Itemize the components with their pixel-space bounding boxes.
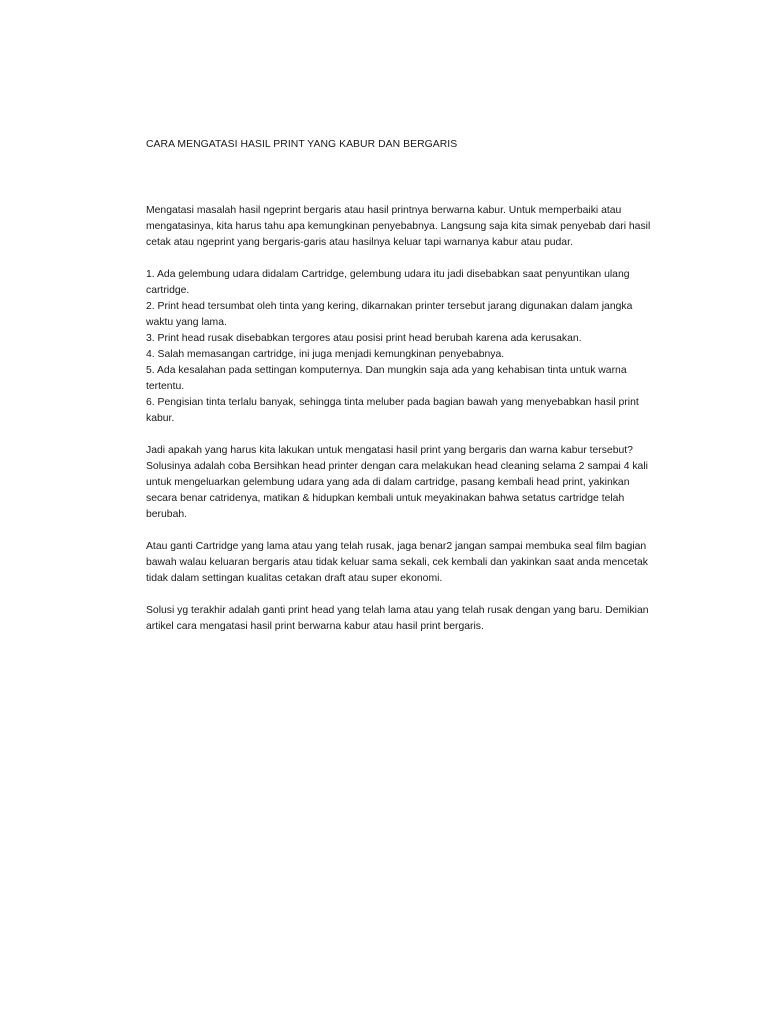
conclusion-paragraph: Solusi yg terakhir adalah ganti print head yang telah lama atau yang telah rusak dengan yang baru. Demikian artikel cara mengatasi hasil print berwarna kabur atau hasil print bergaris. [146, 605, 649, 632]
solution-paragraph-2: Atau ganti Cartridge yang lama atau yang telah rusak, jaga benar2 jangan sampai membuka seal film bagian bawah walau keluaran bergaris atau tidak keluar sama sekali, cek kembali dan yakinkan saat anda mencetak tidak dalam settingan kualitas cetakan draft atau super ekonomi. [146, 541, 648, 584]
cause-item-2: 2. Print head tersumbat oleh tinta yang kering, dikarnakan printer tersebut jarang digunakan dalam jangka waktu yang lama. [146, 301, 633, 328]
cause-item-6: 6. Pengisian tinta terlalu banyak, sehingga tinta meluber pada bagian bawah yang menyebabkan hasil print kabur. [146, 397, 639, 424]
causes-list [146, 267, 652, 427]
document-page [146, 137, 652, 651]
solution-paragraph-1: Jadi apakah yang harus kita lakukan untuk mengatasi hasil print yang bergaris dan warna kabur tersebut? Solusinya adalah coba Bersihkan head printer dengan cara melakukan head cleaning selama 2 sampai 4 kali untuk mengeluarkan gelembung udara yang ada di dalam cartridge, pasang kembali head print, yakinkan secara benar catridenya, matikan & hidupkan kembali untuk meyakinakan bahwa setatus cartridge telah berubah. [146, 445, 648, 520]
cause-item-1: 1. Ada gelembung udara didalam Cartridge, gelembung udara itu jadi disebabkan saat penyuntikan ulang cartridge. [146, 269, 630, 296]
document-title: CARA MENGATASI HASIL PRINT YANG KABUR DAN BERGARIS [146, 139, 458, 150]
cause-item-3: 3. Print head rusak disebabkan tergores atau posisi print head berubah karena ada kerusakan. [146, 333, 582, 344]
cause-item-5: 5. Ada kesalahan pada settingan komputernya. Dan mungkin saja ada yang kehabisan tinta untuk warna tertentu. [146, 365, 627, 392]
cause-item-4: 4. Salah memasangan cartridge, ini juga menjadi kemungkinan penyebabnya. [146, 349, 505, 360]
intro-paragraph: Mengatasi masalah hasil ngeprint bergaris atau hasil printnya berwarna kabur. Untuk memperbaiki atau mengatasinya, kita harus tahu apa kemungkinan penyebabnya. Langsung saja kita simak penyebab dari hasil cetak atau ngeprint yang bergaris-garis atau hasilnya keluar tapi warnanya kabur atau pudar. [146, 205, 651, 248]
